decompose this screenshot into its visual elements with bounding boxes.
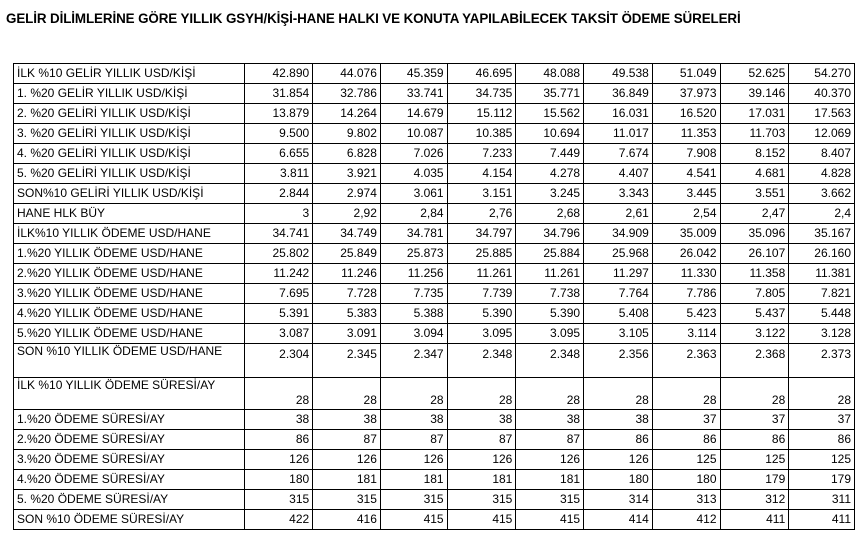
value-cell: 3.445 bbox=[652, 184, 720, 204]
data-table bbox=[13, 63, 855, 530]
value-cell: 44.076 bbox=[313, 64, 381, 84]
value-cell: 11.242 bbox=[245, 264, 313, 284]
value-cell: 7.695 bbox=[245, 284, 313, 304]
value-cell: 7.739 bbox=[447, 284, 516, 304]
value-cell: 86 bbox=[652, 430, 720, 450]
value-cell: 4.681 bbox=[720, 164, 789, 184]
row-label: 4.%20 YILLIK ÖDEME USD/HANE bbox=[14, 304, 245, 324]
value-cell: 3.245 bbox=[516, 184, 584, 204]
value-cell: 14.679 bbox=[380, 104, 447, 124]
value-cell: 5.408 bbox=[584, 304, 653, 324]
row-label: 3.%20 ÖDEME SÜRESİ/AY bbox=[14, 450, 245, 470]
value-cell: 2,54 bbox=[652, 204, 720, 224]
value-cell: 37 bbox=[652, 410, 720, 430]
table-row bbox=[14, 344, 855, 378]
value-cell: 34.909 bbox=[584, 224, 653, 244]
value-cell: 16.520 bbox=[652, 104, 720, 124]
row-label: SON%10 GELİRİ YILLIK USD/KİŞİ bbox=[14, 184, 245, 204]
value-cell: 5.388 bbox=[380, 304, 447, 324]
row-label: 4.%20 ÖDEME SÜRESİ/AY bbox=[14, 470, 245, 490]
value-cell: 7.735 bbox=[380, 284, 447, 304]
value-cell: 38 bbox=[245, 410, 313, 430]
value-cell: 415 bbox=[380, 510, 447, 530]
value-cell: 2.368 bbox=[720, 344, 789, 378]
table-row bbox=[14, 164, 855, 184]
value-cell: 411 bbox=[789, 510, 855, 530]
value-cell: 126 bbox=[447, 450, 516, 470]
value-cell: 126 bbox=[245, 450, 313, 470]
table-row bbox=[14, 64, 855, 84]
value-cell: 3.114 bbox=[652, 324, 720, 344]
table-row bbox=[14, 144, 855, 164]
value-cell: 315 bbox=[245, 490, 313, 510]
value-cell: 7.674 bbox=[584, 144, 653, 164]
value-cell: 11.017 bbox=[584, 124, 653, 144]
value-cell: 25.802 bbox=[245, 244, 313, 264]
value-cell: 9.500 bbox=[245, 124, 313, 144]
value-cell: 422 bbox=[245, 510, 313, 530]
value-cell: 416 bbox=[313, 510, 381, 530]
value-cell: 28 bbox=[245, 378, 313, 410]
value-cell: 17.563 bbox=[789, 104, 855, 124]
row-label: İLK %10 YILLIK ÖDEME SÜRESİ/AY bbox=[14, 378, 245, 410]
value-cell: 313 bbox=[652, 490, 720, 510]
value-cell: 2,76 bbox=[447, 204, 516, 224]
value-cell: 125 bbox=[652, 450, 720, 470]
value-cell: 25.968 bbox=[584, 244, 653, 264]
value-cell: 17.031 bbox=[720, 104, 789, 124]
value-cell: 34.741 bbox=[245, 224, 313, 244]
table-row bbox=[14, 490, 855, 510]
value-cell: 39.146 bbox=[720, 84, 789, 104]
table-body bbox=[14, 64, 855, 530]
value-cell: 3.122 bbox=[720, 324, 789, 344]
table-row bbox=[14, 410, 855, 430]
value-cell: 87 bbox=[313, 430, 381, 450]
value-cell: 86 bbox=[584, 430, 653, 450]
value-cell: 34.796 bbox=[516, 224, 584, 244]
value-cell: 37 bbox=[720, 410, 789, 430]
value-cell: 315 bbox=[447, 490, 516, 510]
value-cell: 2,84 bbox=[380, 204, 447, 224]
value-cell: 2.348 bbox=[447, 344, 516, 378]
value-cell: 3.094 bbox=[380, 324, 447, 344]
row-label: 2.%20 ÖDEME SÜRESİ/AY bbox=[14, 430, 245, 450]
value-cell: 415 bbox=[447, 510, 516, 530]
value-cell: 126 bbox=[516, 450, 584, 470]
value-cell: 15.112 bbox=[447, 104, 516, 124]
value-cell: 26.160 bbox=[789, 244, 855, 264]
table-row bbox=[14, 84, 855, 104]
value-cell: 179 bbox=[720, 470, 789, 490]
table-row bbox=[14, 304, 855, 324]
value-cell: 15.562 bbox=[516, 104, 584, 124]
value-cell: 5.391 bbox=[245, 304, 313, 324]
row-label: 2.%20 YILLIK ÖDEME USD/HANE bbox=[14, 264, 245, 284]
table-row bbox=[14, 224, 855, 244]
value-cell: 2.974 bbox=[313, 184, 381, 204]
value-cell: 181 bbox=[313, 470, 381, 490]
row-label: 4. %20 GELİRİ YILLIK USD/KİŞİ bbox=[14, 144, 245, 164]
value-cell: 35.009 bbox=[652, 224, 720, 244]
value-cell: 11.330 bbox=[652, 264, 720, 284]
value-cell: 35.167 bbox=[789, 224, 855, 244]
value-cell: 11.256 bbox=[380, 264, 447, 284]
value-cell: 38 bbox=[313, 410, 381, 430]
value-cell: 11.297 bbox=[584, 264, 653, 284]
row-label: 3. %20 GELİRİ YILLIK USD/KİŞİ bbox=[14, 124, 245, 144]
value-cell: 4.828 bbox=[789, 164, 855, 184]
value-cell: 3.095 bbox=[516, 324, 584, 344]
value-cell: 8.152 bbox=[720, 144, 789, 164]
value-cell: 2,68 bbox=[516, 204, 584, 224]
value-cell: 38 bbox=[584, 410, 653, 430]
value-cell: 181 bbox=[447, 470, 516, 490]
value-cell: 11.261 bbox=[447, 264, 516, 284]
value-cell: 13.879 bbox=[245, 104, 313, 124]
value-cell: 3.551 bbox=[720, 184, 789, 204]
value-cell: 3.061 bbox=[380, 184, 447, 204]
value-cell: 2.356 bbox=[584, 344, 653, 378]
value-cell: 2.347 bbox=[380, 344, 447, 378]
value-cell: 32.786 bbox=[313, 84, 381, 104]
value-cell: 25.873 bbox=[380, 244, 447, 264]
value-cell: 7.908 bbox=[652, 144, 720, 164]
value-cell: 3.343 bbox=[584, 184, 653, 204]
row-label: 5.%20 YILLIK ÖDEME USD/HANE bbox=[14, 324, 245, 344]
value-cell: 37 bbox=[789, 410, 855, 430]
table-row bbox=[14, 284, 855, 304]
value-cell: 3.087 bbox=[245, 324, 313, 344]
row-label: 1.%20 ÖDEME SÜRESİ/AY bbox=[14, 410, 245, 430]
value-cell: 45.359 bbox=[380, 64, 447, 84]
value-cell: 2,47 bbox=[720, 204, 789, 224]
value-cell: 7.805 bbox=[720, 284, 789, 304]
value-cell: 10.694 bbox=[516, 124, 584, 144]
value-cell: 37.973 bbox=[652, 84, 720, 104]
value-cell: 9.802 bbox=[313, 124, 381, 144]
value-cell: 2.345 bbox=[313, 344, 381, 378]
table-row bbox=[14, 450, 855, 470]
value-cell: 11.358 bbox=[720, 264, 789, 284]
value-cell: 7.728 bbox=[313, 284, 381, 304]
value-cell: 36.849 bbox=[584, 84, 653, 104]
value-cell: 2,92 bbox=[313, 204, 381, 224]
row-label: 5. %20 ÖDEME SÜRESİ/AY bbox=[14, 490, 245, 510]
value-cell: 28 bbox=[584, 378, 653, 410]
value-cell: 31.854 bbox=[245, 84, 313, 104]
value-cell: 16.031 bbox=[584, 104, 653, 124]
table-row bbox=[14, 184, 855, 204]
value-cell: 42.890 bbox=[245, 64, 313, 84]
value-cell: 315 bbox=[516, 490, 584, 510]
value-cell: 38 bbox=[447, 410, 516, 430]
row-label: İLK %10 GELİR YILLIK USD/KİŞİ bbox=[14, 64, 245, 84]
table-row bbox=[14, 378, 855, 410]
table-row bbox=[14, 324, 855, 344]
value-cell: 49.538 bbox=[584, 64, 653, 84]
value-cell: 7.764 bbox=[584, 284, 653, 304]
value-cell: 4.154 bbox=[447, 164, 516, 184]
value-cell: 315 bbox=[380, 490, 447, 510]
value-cell: 28 bbox=[380, 378, 447, 410]
value-cell: 46.695 bbox=[447, 64, 516, 84]
value-cell: 10.087 bbox=[380, 124, 447, 144]
value-cell: 125 bbox=[789, 450, 855, 470]
value-cell: 34.735 bbox=[447, 84, 516, 104]
value-cell: 7.233 bbox=[447, 144, 516, 164]
value-cell: 28 bbox=[720, 378, 789, 410]
row-label: SON %10 ÖDEME SÜRESİ/AY bbox=[14, 510, 245, 530]
table-row bbox=[14, 510, 855, 530]
value-cell: 7.026 bbox=[380, 144, 447, 164]
value-cell: 11.246 bbox=[313, 264, 381, 284]
table-row bbox=[14, 264, 855, 284]
value-cell: 87 bbox=[447, 430, 516, 450]
value-cell: 38 bbox=[380, 410, 447, 430]
value-cell: 35.771 bbox=[516, 84, 584, 104]
value-cell: 87 bbox=[516, 430, 584, 450]
value-cell: 412 bbox=[652, 510, 720, 530]
value-cell: 3 bbox=[245, 204, 313, 224]
value-cell: 3.095 bbox=[447, 324, 516, 344]
value-cell: 7.449 bbox=[516, 144, 584, 164]
row-label: İLK%10 YILLIK ÖDEME USD/HANE bbox=[14, 224, 245, 244]
value-cell: 414 bbox=[584, 510, 653, 530]
value-cell: 35.096 bbox=[720, 224, 789, 244]
value-cell: 86 bbox=[789, 430, 855, 450]
row-label: 1. %20 GELİR YILLIK USD/KİŞİ bbox=[14, 84, 245, 104]
value-cell: 181 bbox=[380, 470, 447, 490]
value-cell: 34.749 bbox=[313, 224, 381, 244]
value-cell: 48.088 bbox=[516, 64, 584, 84]
value-cell: 11.703 bbox=[720, 124, 789, 144]
value-cell: 315 bbox=[313, 490, 381, 510]
value-cell: 3.128 bbox=[789, 324, 855, 344]
value-cell: 51.049 bbox=[652, 64, 720, 84]
value-cell: 125 bbox=[720, 450, 789, 470]
table-row bbox=[14, 470, 855, 490]
value-cell: 2.844 bbox=[245, 184, 313, 204]
value-cell: 179 bbox=[789, 470, 855, 490]
value-cell: 86 bbox=[245, 430, 313, 450]
value-cell: 3.151 bbox=[447, 184, 516, 204]
row-label: 5. %20 GELİRİ YILLIK USD/KİŞİ bbox=[14, 164, 245, 184]
value-cell: 8.407 bbox=[789, 144, 855, 164]
document-title: GELİR DİLİMLERİNE GÖRE YILLIK GSYH/KİŞİ-HANE HALKI VE KONUTA YAPILABİLECEK TAKSİT ÖDEME SÜRELERİ bbox=[6, 11, 741, 26]
value-cell: 28 bbox=[447, 378, 516, 410]
table-row bbox=[14, 430, 855, 450]
value-cell: 3.105 bbox=[584, 324, 653, 344]
value-cell: 7.738 bbox=[516, 284, 584, 304]
row-label: 3.%20 YILLIK ÖDEME USD/HANE bbox=[14, 284, 245, 304]
value-cell: 86 bbox=[720, 430, 789, 450]
row-label: 2. %20 GELİRİ YILLIK USD/KİŞİ bbox=[14, 104, 245, 124]
value-cell: 10.385 bbox=[447, 124, 516, 144]
value-cell: 411 bbox=[720, 510, 789, 530]
value-cell: 3.091 bbox=[313, 324, 381, 344]
value-cell: 7.821 bbox=[789, 284, 855, 304]
value-cell: 3.662 bbox=[789, 184, 855, 204]
value-cell: 314 bbox=[584, 490, 653, 510]
value-cell: 87 bbox=[380, 430, 447, 450]
value-cell: 28 bbox=[516, 378, 584, 410]
value-cell: 126 bbox=[584, 450, 653, 470]
value-cell: 312 bbox=[720, 490, 789, 510]
value-cell: 2.348 bbox=[516, 344, 584, 378]
value-cell: 25.884 bbox=[516, 244, 584, 264]
value-cell: 11.353 bbox=[652, 124, 720, 144]
value-cell: 181 bbox=[516, 470, 584, 490]
table-row bbox=[14, 244, 855, 264]
value-cell: 5.437 bbox=[720, 304, 789, 324]
value-cell: 4.541 bbox=[652, 164, 720, 184]
value-cell: 11.381 bbox=[789, 264, 855, 284]
row-label: SON %10 YILLIK ÖDEME USD/HANE bbox=[14, 344, 245, 378]
value-cell: 26.042 bbox=[652, 244, 720, 264]
value-cell: 28 bbox=[313, 378, 381, 410]
value-cell: 5.390 bbox=[516, 304, 584, 324]
value-cell: 28 bbox=[652, 378, 720, 410]
value-cell: 26.107 bbox=[720, 244, 789, 264]
value-cell: 38 bbox=[516, 410, 584, 430]
table-row bbox=[14, 104, 855, 124]
value-cell: 126 bbox=[380, 450, 447, 470]
value-cell: 2.304 bbox=[245, 344, 313, 378]
value-cell: 33.741 bbox=[380, 84, 447, 104]
value-cell: 3.921 bbox=[313, 164, 381, 184]
value-cell: 2,4 bbox=[789, 204, 855, 224]
value-cell: 180 bbox=[652, 470, 720, 490]
value-cell: 2,61 bbox=[584, 204, 653, 224]
value-cell: 28 bbox=[789, 378, 855, 410]
table-row bbox=[14, 124, 855, 144]
value-cell: 126 bbox=[313, 450, 381, 470]
value-cell: 34.781 bbox=[380, 224, 447, 244]
value-cell: 180 bbox=[245, 470, 313, 490]
value-cell: 2.363 bbox=[652, 344, 720, 378]
value-cell: 2.373 bbox=[789, 344, 855, 378]
value-cell: 54.270 bbox=[789, 64, 855, 84]
value-cell: 180 bbox=[584, 470, 653, 490]
value-cell: 52.625 bbox=[720, 64, 789, 84]
value-cell: 6.655 bbox=[245, 144, 313, 164]
table-row bbox=[14, 204, 855, 224]
value-cell: 311 bbox=[789, 490, 855, 510]
value-cell: 12.069 bbox=[789, 124, 855, 144]
value-cell: 415 bbox=[516, 510, 584, 530]
value-cell: 4.407 bbox=[584, 164, 653, 184]
value-cell: 5.383 bbox=[313, 304, 381, 324]
value-cell: 4.278 bbox=[516, 164, 584, 184]
row-label: 1.%20 YILLIK ÖDEME USD/HANE bbox=[14, 244, 245, 264]
row-label: HANE HLK BÜY bbox=[14, 204, 245, 224]
value-cell: 25.885 bbox=[447, 244, 516, 264]
value-cell: 3.811 bbox=[245, 164, 313, 184]
value-cell: 40.370 bbox=[789, 84, 855, 104]
value-cell: 14.264 bbox=[313, 104, 381, 124]
value-cell: 34.797 bbox=[447, 224, 516, 244]
value-cell: 4.035 bbox=[380, 164, 447, 184]
value-cell: 25.849 bbox=[313, 244, 381, 264]
value-cell: 6.828 bbox=[313, 144, 381, 164]
value-cell: 5.448 bbox=[789, 304, 855, 324]
value-cell: 5.390 bbox=[447, 304, 516, 324]
value-cell: 7.786 bbox=[652, 284, 720, 304]
value-cell: 11.261 bbox=[516, 264, 584, 284]
value-cell: 5.423 bbox=[652, 304, 720, 324]
